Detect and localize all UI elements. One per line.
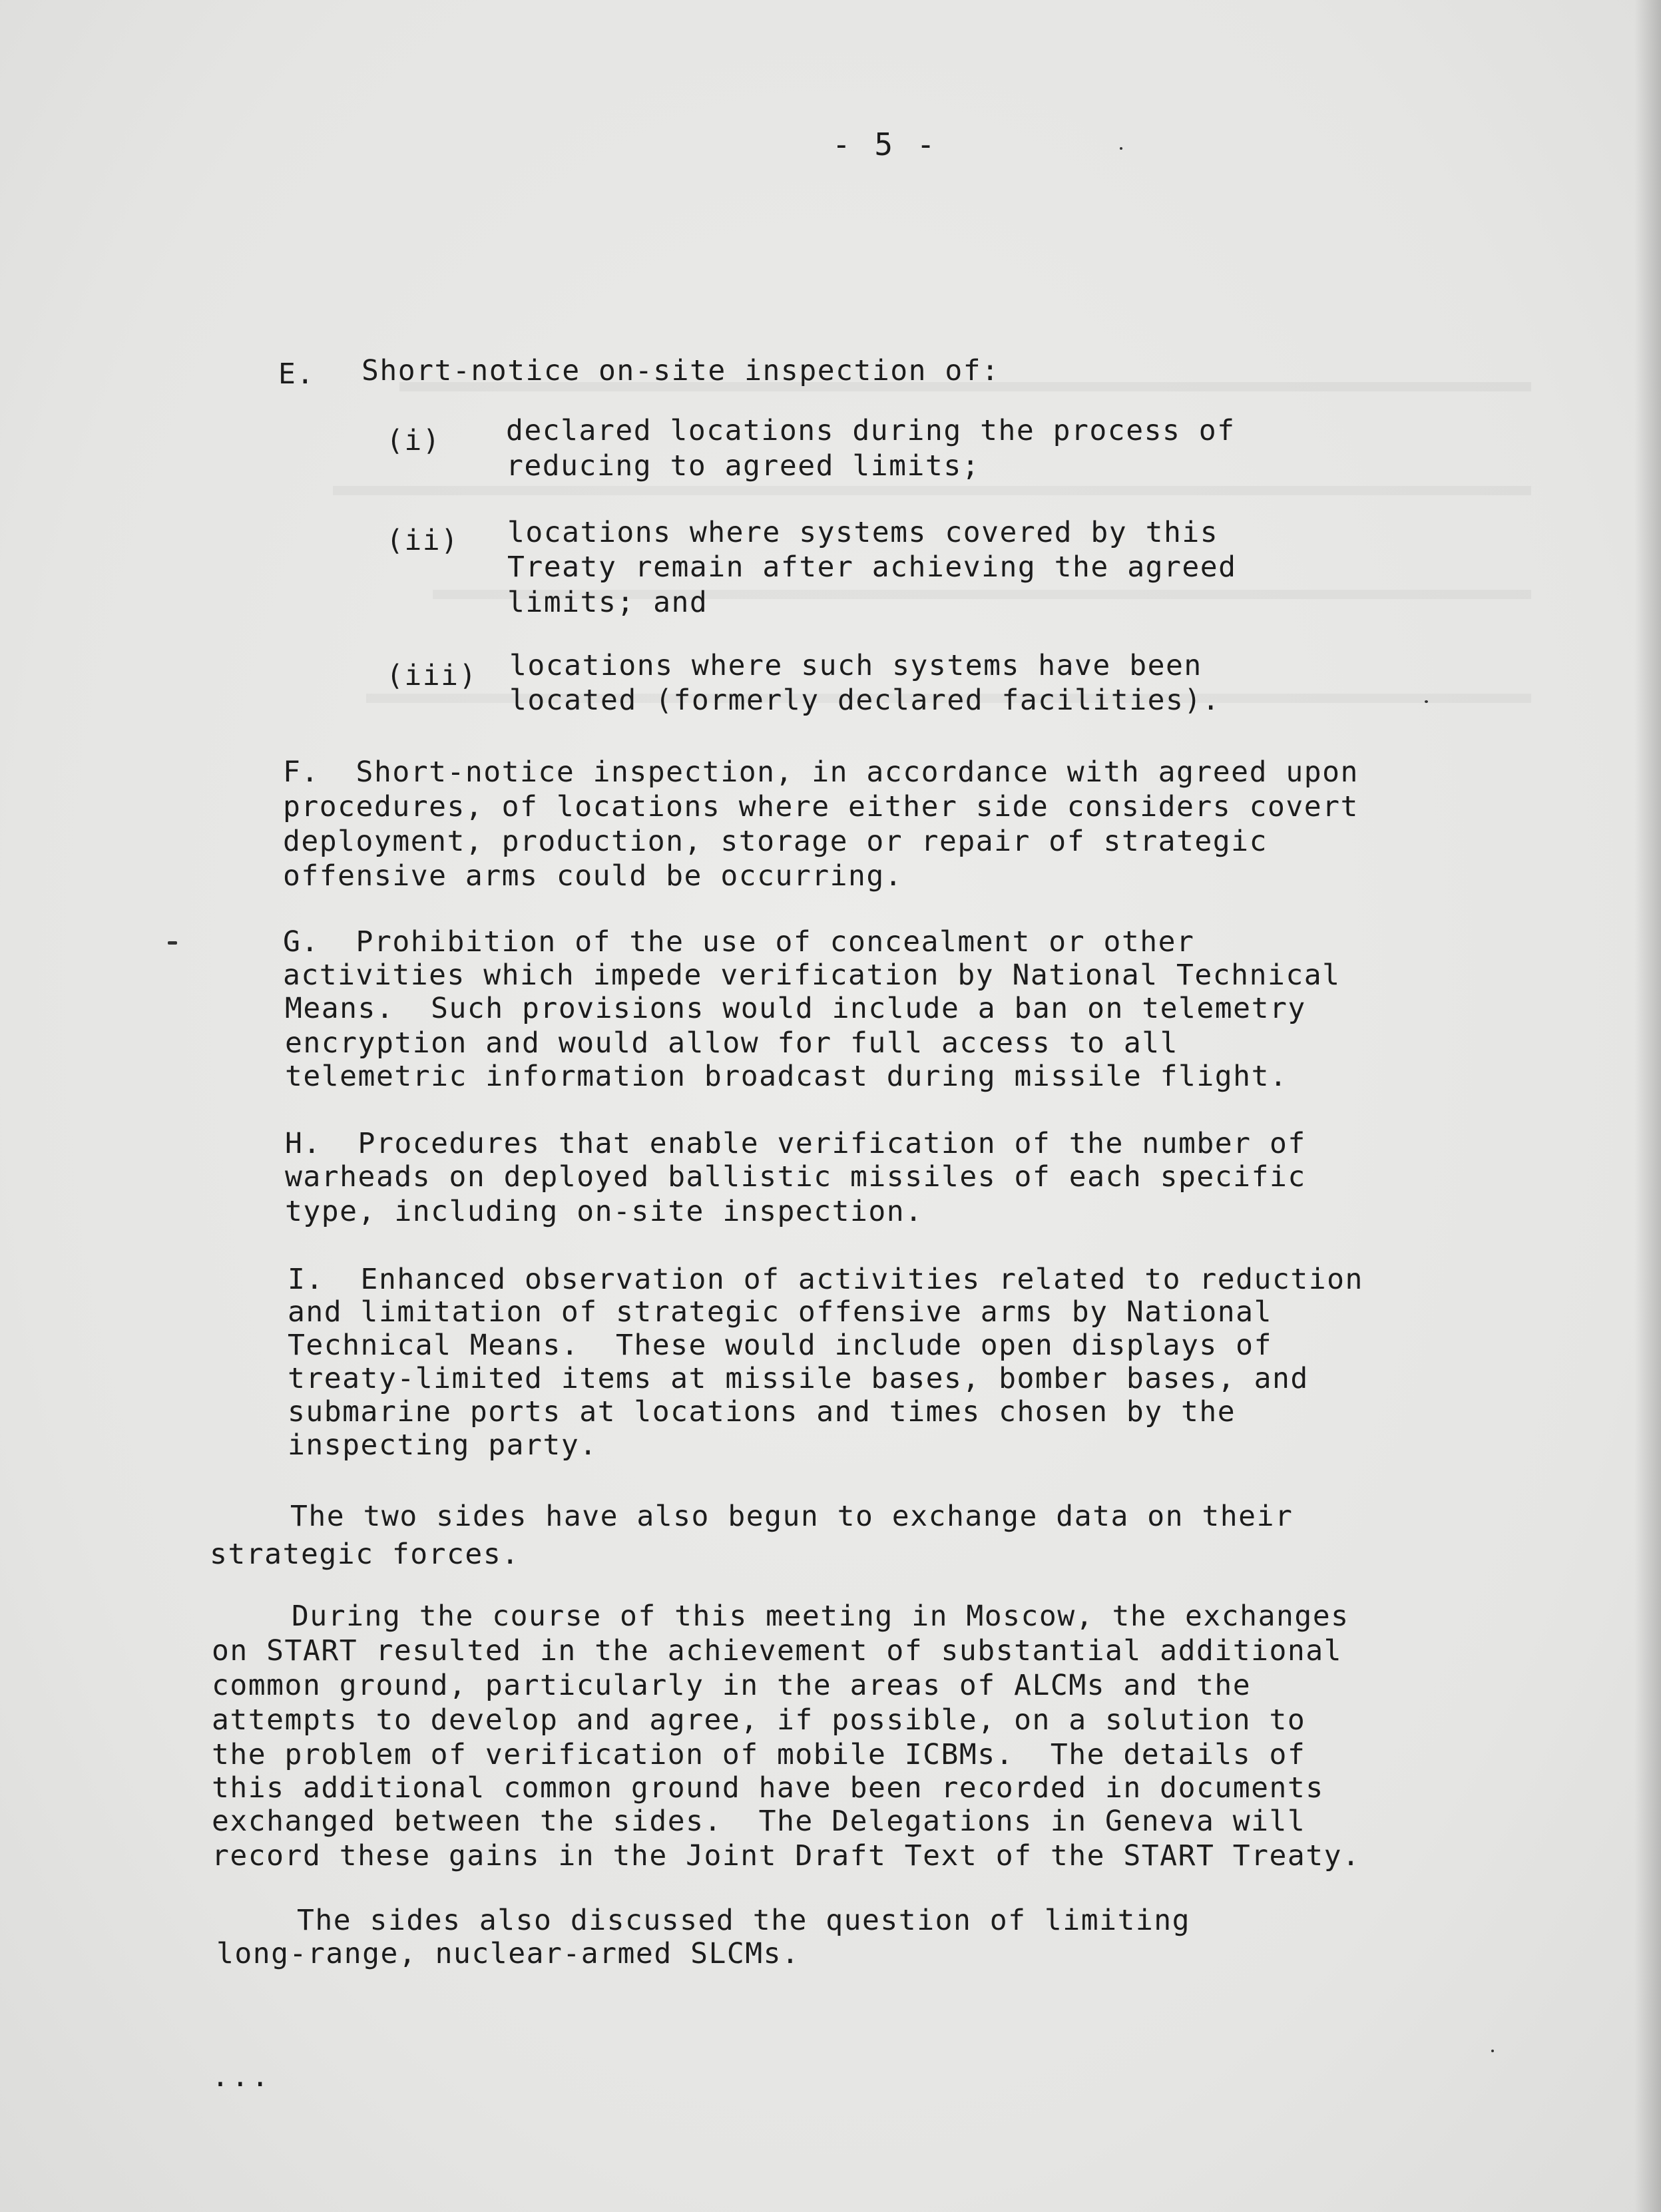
item-ii-line3: limits; and <box>507 586 708 619</box>
section-h-line3: type, including on-site inspection. <box>285 1195 923 1228</box>
para-slcm-line1: The sides also discussed the question of limiting <box>297 1904 1191 1937</box>
para-data-line2: strategic forces. <box>210 1538 520 1571</box>
scan-speck <box>1491 2050 1494 2052</box>
item-iii-line1: locations where such systems have been <box>509 649 1202 682</box>
scan-speck <box>1425 700 1428 703</box>
section-i-line2: and limitation of strategic offensive arms by National <box>288 1295 1272 1329</box>
item-ii-line2: Treaty remain after achieving the agreed <box>507 551 1237 584</box>
para-data-line1: The two sides have also begun to exchange data on their <box>290 1500 1294 1533</box>
section-g-line3: Means. Such provisions would include a ban on telemetry <box>285 992 1306 1025</box>
section-g-line5: telemetric information broadcast during missile flight. <box>285 1060 1288 1093</box>
page-number: - 5 - <box>832 126 938 162</box>
para-moscow-line8: record these gains in the Joint Draft Text of the START Treaty. <box>212 1839 1361 1873</box>
section-i-line3: Technical Means. These would include open displays of <box>288 1329 1272 1362</box>
item-i-number: (i) <box>386 424 441 457</box>
item-iii-line2: located (formerly declared facilities). <box>509 684 1221 717</box>
section-g-line2: activities which impede verification by National Technical <box>283 959 1341 992</box>
para-moscow-line6: this additional common ground have been recorded in documents <box>212 1771 1324 1805</box>
item-i-line1: declared locations during the process of <box>506 414 1236 447</box>
section-g-line4: encryption and would allow for full access to all <box>285 1026 1179 1060</box>
para-moscow-line5: the problem of verification of mobile ICBMs. The details of <box>212 1738 1306 1771</box>
section-i-line6: inspecting party. <box>288 1429 598 1462</box>
margin-dash-mark <box>168 941 177 945</box>
item-iii-number: (iii) <box>386 659 477 692</box>
para-moscow-line7: exchanged between the sides. The Delegations in Geneva will <box>212 1805 1306 1838</box>
item-i-line2: reducing to agreed limits; <box>506 449 981 483</box>
section-h-line2: warheads on deployed ballistic missiles of each specific <box>285 1160 1306 1194</box>
section-h-line1: H. Procedures that enable verification of the number of <box>285 1127 1306 1160</box>
section-i-line4: treaty-limited items at missile bases, bomber bases, and <box>288 1362 1309 1395</box>
section-f-line2: procedures, of locations where either side considers covert <box>283 790 1359 823</box>
section-f-line1: F. Short-notice inspection, in accordance with agreed upon <box>283 756 1359 789</box>
continuation-marker: ... <box>212 2060 272 2094</box>
section-e-marker: E. <box>278 357 315 391</box>
section-i-line1: I. Enhanced observation of activities related to reduction <box>288 1263 1363 1296</box>
item-ii-number: (ii) <box>386 524 459 557</box>
section-i-line5: submarine ports at locations and times chosen by the <box>288 1395 1236 1429</box>
scan-speck <box>1120 147 1122 150</box>
item-ii-line1: locations where systems covered by this <box>507 516 1219 549</box>
page-edge-shadow <box>1634 0 1661 2212</box>
section-g-line1: G. Prohibition of the use of concealment or other <box>283 925 1195 959</box>
section-e-heading: Short-notice on-site inspection of: <box>361 354 1000 387</box>
para-moscow-line3: common ground, particularly in the areas of ALCMs and the <box>212 1669 1252 1702</box>
para-moscow-line2: on START resulted in the achievement of substantial additional <box>212 1634 1343 1667</box>
para-moscow-line4: attempts to develop and agree, if possible, on a solution to <box>212 1703 1306 1737</box>
section-f-line3: deployment, production, storage or repair of strategic <box>283 825 1268 858</box>
section-f-line4: offensive arms could be occurring. <box>283 859 903 893</box>
para-moscow-line1: During the course of this meeting in Moscow, the exchanges <box>292 1600 1349 1633</box>
para-slcm-line2: long-range, nuclear-armed SLCMs. <box>216 1937 800 1970</box>
